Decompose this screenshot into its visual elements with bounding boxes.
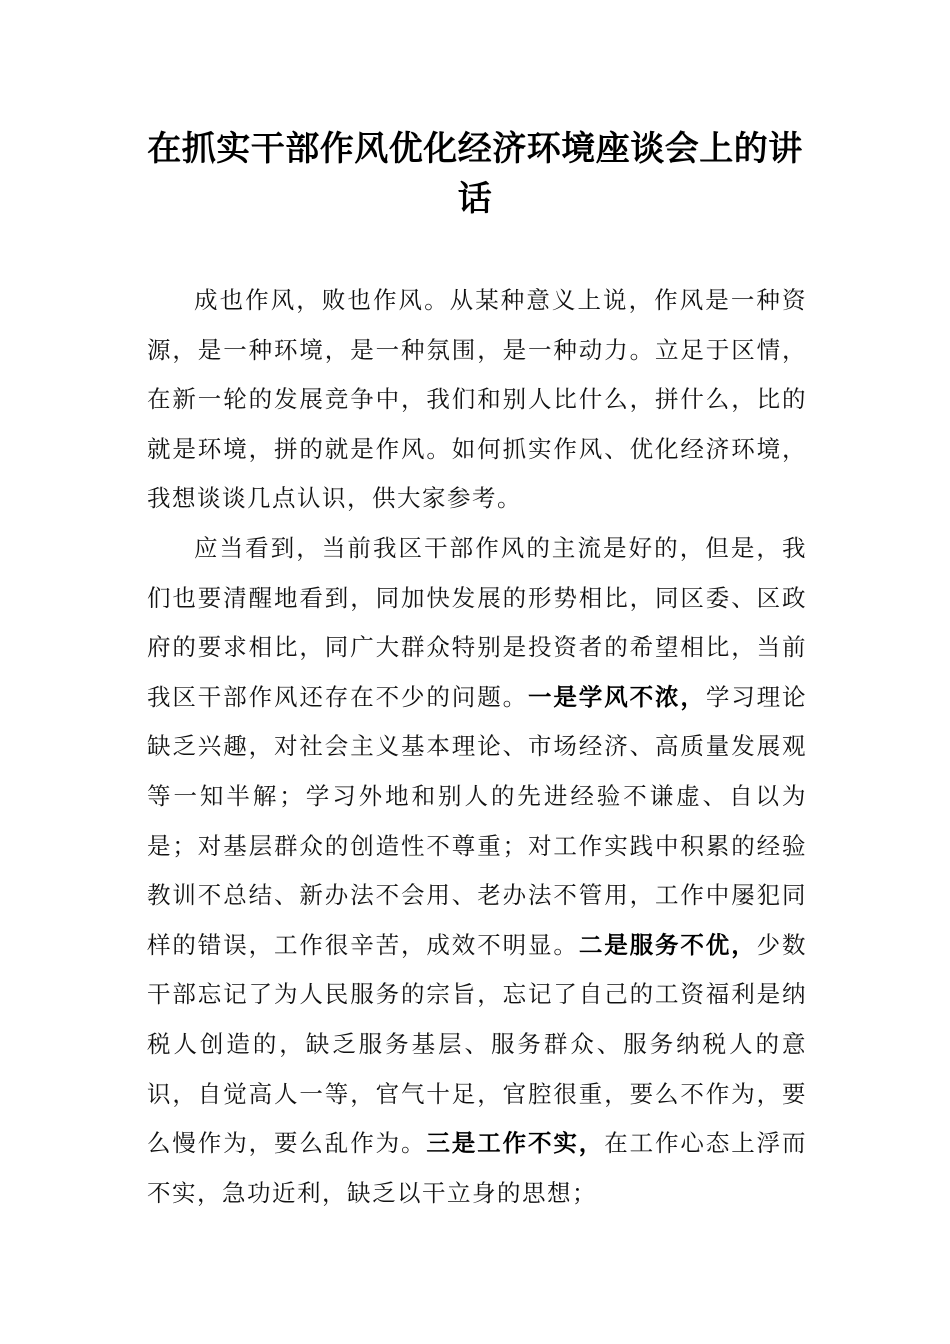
body-paragraph (147, 276, 807, 524)
paragraph-text: 少数干部忘记了为人民服务的宗旨，忘记了自己的工资福利是纳税人创造的，缺乏服务基层、服务群众、服务纳税人的意识，自觉高人一等，官气十足，官腔很重，要么不作为，要么慢作为，要么乱作为。 (147, 930, 808, 1158)
paragraph-text: 在工作心态上浮而不实，急功近利，缺乏以干立身的思想； (147, 1129, 808, 1207)
document-body (147, 276, 807, 1218)
bold-lead-phrase: 一是学风不浓， (528, 682, 706, 711)
bold-lead-phrase: 三是工作不实， (426, 1129, 605, 1158)
paragraph-text: 成也作风，败也作风。从某种意义上说，作风是一种资源，是一种环境，是一种氛围，是一种动力。立足于区情，在新一轮的发展竞争中，我们和别人比什么，拼什么，比的就是环境，拼的就是作风。如何抓实作风、优化经济环境，我想谈谈几点认识，供大家参考。 (147, 286, 807, 513)
bold-lead-phrase: 二是服务不优， (578, 930, 757, 959)
body-paragraph (147, 524, 807, 1218)
paragraph-text: 应当看到，当前我区干部作风的主流是好的，但是，我们也要清醒地看到，同加快发展的形势相比，同区委、区政府的要求相比，同广大群众特别是投资者的希望相比，当前我区干部作风还存在不少的问题。 (147, 533, 807, 711)
paragraph-text: 学习理论缺乏兴趣，对社会主义基本理论、市场经济、高质量发展观等一知半解；学习外地和别人的先进经验不谦虚、自以为是；对基层群众的创造性不尊重；对工作实践中积累的经验教训不总结、新办法不会用、老办法不管用，工作中屡犯同样的错误，工作很辛苦，成效不明显。 (147, 682, 808, 959)
document-title: 在抓实干部作风优化经济环境座谈会上的讲话 (147, 129, 803, 219)
